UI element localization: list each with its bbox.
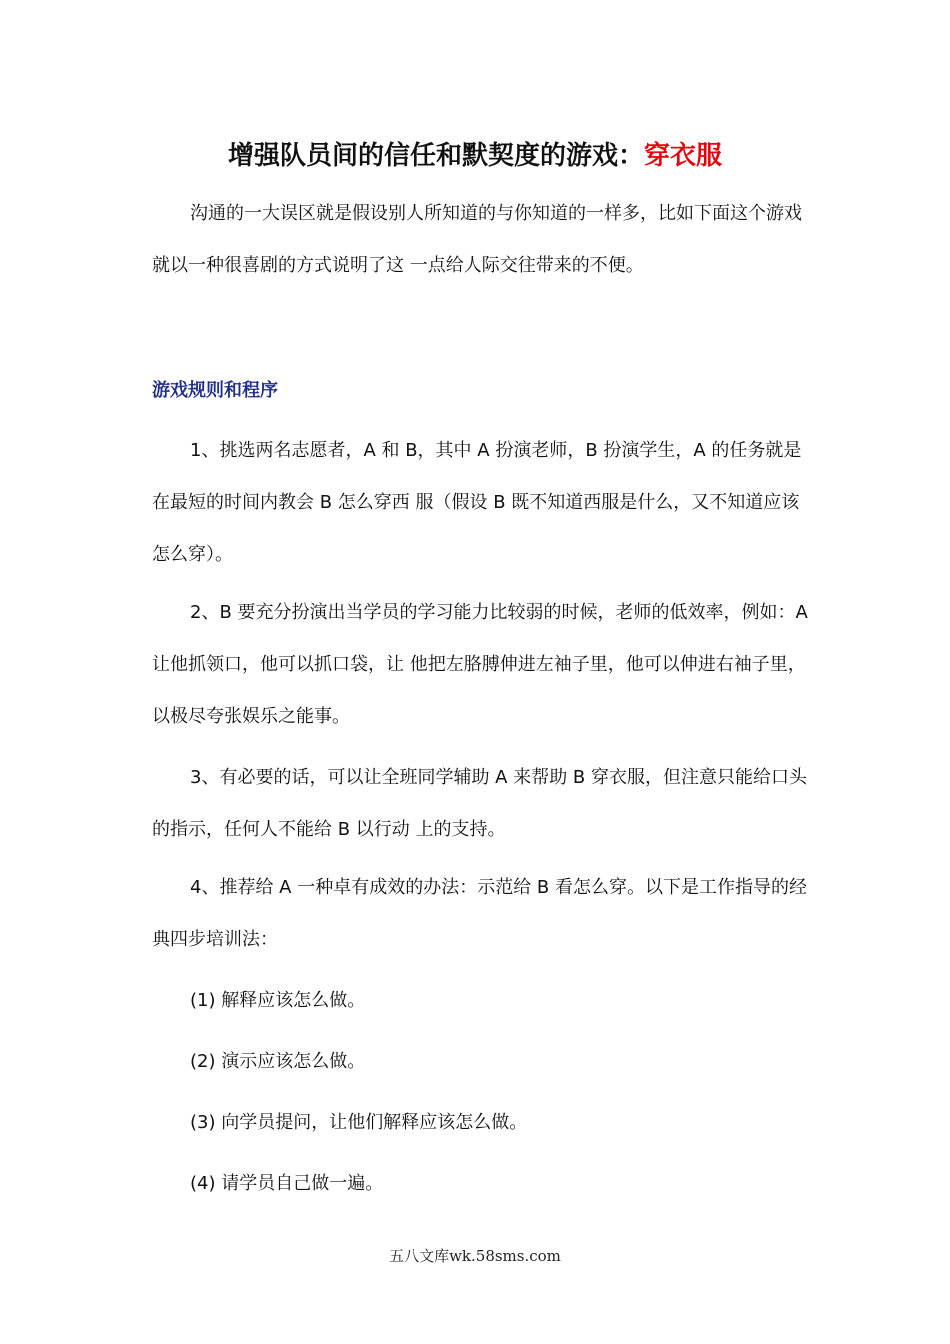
training-step-1: (1) 解释应该怎么做。 (190, 990, 366, 1011)
title-highlight: 穿衣服 (644, 141, 723, 171)
intro-paragraph: 沟通的一大误区就是假设别人所知道的与你知道的一样多，比如下面这个游戏就以一种很喜剧的方式说明了这 一点给人际交往带来的不便。 (152, 203, 802, 276)
training-step-3: (3) 向学员提问，让他们解释应该怎么做。 (190, 1112, 528, 1133)
title-main: 增强队员间的信任和默契度的游戏： (227, 141, 644, 171)
training-step-2: (2) 演示应该怎么做。 (190, 1051, 366, 1072)
training-step-4: (4) 请学员自己做一遍。 (190, 1173, 384, 1194)
rule-paragraph-1: 1、挑选两名志愿者，A 和 B，其中 A 扮演老师，B 扮演学生，A 的任务就是在最短的时间内教会 B 怎么穿西 服（假设 B 既不知道西服是什么，又不知道应该怎么穿）。 (152, 440, 802, 565)
rule-paragraph-2: 2、B 要充分扮演出当学员的学习能力比较弱的时候，老师的低效率，例如：A 让他抓领口，他可以抓口袋，让 他把左胳膊伸进左袖子里，他可以伸进右袖子里，以极尽夸张娱乐之能事。 (152, 602, 808, 727)
rule-paragraph-4: 4、推荐给 A 一种卓有成效的办法：示范给 B 看怎么穿。以下是工作指导的经典四步培训法： (152, 877, 807, 950)
rule-paragraph-3: 3、有必要的话，可以让全班同学辅助 A 来帮助 B 穿衣服，但注意只能给口头的指示，任何人不能给 B 以行动 上的支持。 (152, 767, 807, 840)
section-heading: 游戏规则和程序 (152, 380, 278, 401)
footer-watermark: 五八文库wk.58sms.com (389, 1247, 561, 1265)
document-title (0, 134, 950, 178)
